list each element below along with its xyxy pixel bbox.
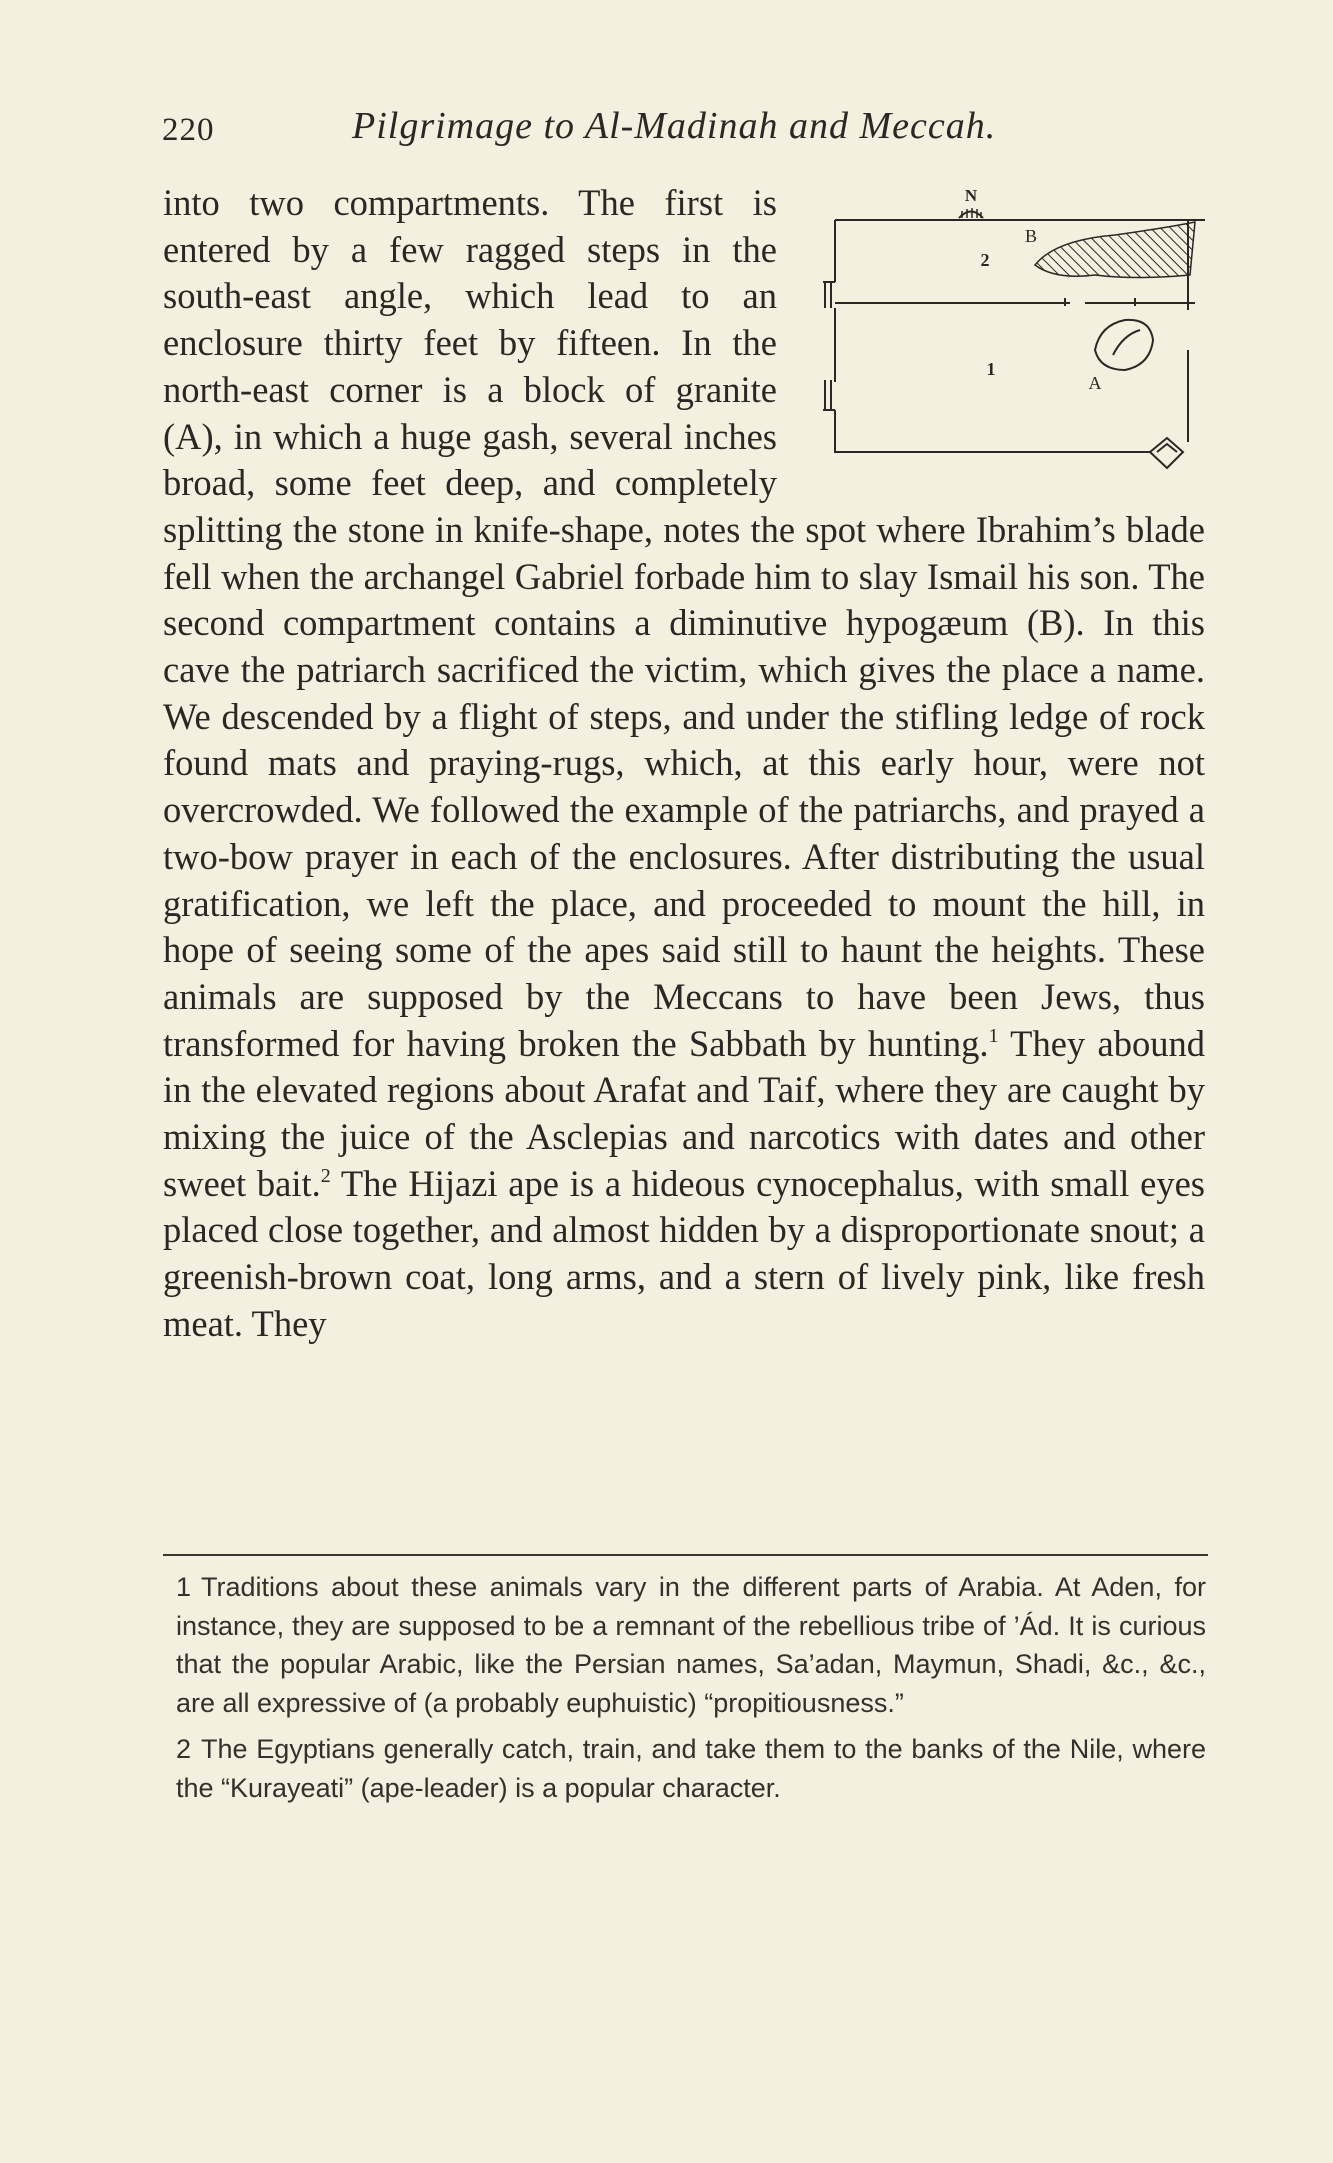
granite-block-a [1095, 320, 1153, 370]
footnote-rule [163, 1554, 1208, 1556]
footnote-ref-2: 2 [320, 1164, 331, 1187]
south-east-steps [1150, 438, 1183, 468]
body-text-mid: They abound in the elevated regions about Arafat and Taif, where they are caught by mixing the juice of the Asclepias and narcotics with dates and other sweet bait. [163, 1022, 1205, 1204]
body-text [163, 180, 1205, 1348]
footnote-1 [176, 1568, 1206, 1722]
west-steps-upper [823, 282, 835, 308]
footnote-2-text: The Egyptians generally catch, train, and take them to the banks of the Nile, where the “Kurayeati” (ape-leader) is a popular character. [176, 1734, 1206, 1803]
footnote-ref-1: 1 [988, 1024, 999, 1047]
running-head [162, 100, 1032, 160]
footnotes [176, 1568, 1206, 1807]
cave-b-hatch [1035, 222, 1195, 278]
footnote-2-marker: 2 [176, 1734, 192, 1764]
body-text-lead: into two compartments. The first is entered by a few ragged steps in the south-east angle, which lead to an enclosure thirty feet by fifteen. In the north-east corner is a block of granite (A), in which a huge gash, several inches broad, some feet deep, and completely splitting the stone in knife-shape, notes the spot where Ibrahim’s blade fell when the archangel Gabriel forbade him to slay Ismail his son. The second compartment contains a diminutive hypogæum (B). In this cave the patriarch sacrificed the victim, which gives the place a name. We descended by a flight of steps, and under the stifling ledge of rock found mats and praying-rugs, which, at this early hour, were not overcrowded. We followed the example of the patriarchs, and prayed a two-bow prayer in each of the enclosures. After distributing the usual gratification, we left the place, and proceeded to mount the hill, in hope of seeing some of the apes said still to haunt the heights. These animals are supposed by the Meccans to have been Jews, thus transformed for having broken the Sabbath by hunting. [163, 182, 1205, 1064]
plan-diagram-svg [795, 180, 1205, 485]
room-2-label: 2 [980, 250, 990, 270]
footnote-1-marker: 1 [176, 1572, 192, 1602]
west-steps-lower [823, 380, 835, 410]
body-text-tail: The Hijazi ape is a hideous cynocephalus, with small eyes placed close together, and almost hidden by a disproportionate snout; a greenish-brown coat, long arms, and a stern of lively pink, like fresh meat. They [163, 1162, 1205, 1344]
room-1-label: 1 [986, 359, 996, 379]
running-title: Pilgrimage to Al-Madinah and Meccah. [352, 105, 997, 147]
label-a: A [1088, 373, 1102, 393]
footnote-2 [176, 1730, 1206, 1807]
footnote-1-text: Traditions about these animals vary in the different parts of Arabia. At Aden, for instance, they are supposed to be a remnant of the rebellious tribe of ’Ád. It is curious that the popular Arabic, like the Persian names, Sa’adan, Maymun, Shadi, &c., &c., are all expressive of (a probably euphuistic) “propitiousness.” [176, 1572, 1206, 1718]
north-label: N [964, 186, 978, 205]
plan-diagram [795, 180, 1205, 485]
label-b: B [1024, 226, 1038, 246]
page-number: 220 [162, 112, 215, 148]
